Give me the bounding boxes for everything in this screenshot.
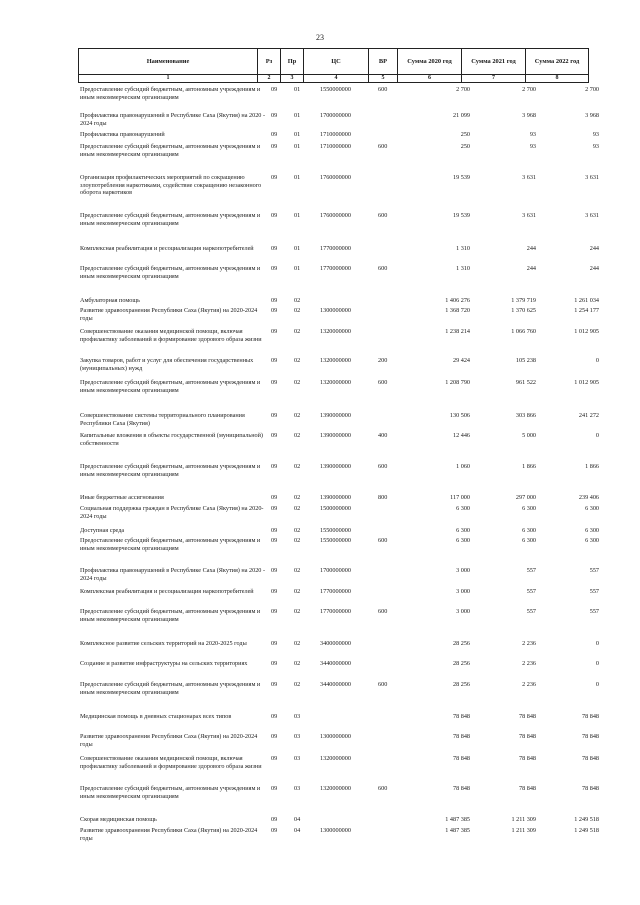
cell-pr: 02 [294,494,301,501]
cell-s2020: 130 506 [449,412,470,419]
cell-pr: 01 [294,143,301,150]
cell-vr: 600 [378,265,388,272]
cell-s2021: 1 379 719 [511,297,536,304]
cell-pr: 02 [294,681,301,688]
cell-s2020: 3 000 [456,608,470,615]
cell-name: Профилактика правонарушений в Республике Саха (Якутия) на 2020 - 2024 годы [80,567,266,582]
cell-name: Комплексное развитие сельских территорий на 2020-2025 годы [80,640,247,647]
cell-pr: 01 [294,265,301,272]
cell-rz: 09 [271,432,278,439]
cell-name: Предоставление субсидий бюджетным, автономным учреждениям и иным некоммерческим организациям [80,212,261,227]
cell-cs: 1320000000 [320,328,351,335]
cell-s2021: 6 300 [522,505,536,512]
cell-s2022: 239 406 [578,494,599,501]
cell-name: Предоставление субсидий бюджетным, автономным учреждениям и иным некоммерческим организациям [80,608,261,623]
cell-vr: 600 [378,785,388,792]
header-pr: Пр [281,49,304,75]
header-num-1: 1 [79,75,258,83]
cell-rz: 09 [271,527,278,534]
cell-cs: 1760000000 [320,174,351,181]
cell-pr: 03 [294,733,301,740]
cell-vr: 600 [378,463,388,470]
cell-pr: 02 [294,307,301,314]
cell-cs: 1550000000 [320,527,351,534]
cell-name: Развитие здравоохранения Республики Саха (Якутия) на 2020-2024 годы [80,733,258,748]
cell-rz: 09 [271,567,278,574]
cell-s2022: 1 249 518 [574,827,599,834]
cell-cs: 1300000000 [320,733,351,740]
cell-vr: 800 [378,494,388,501]
cell-s2021: 1 066 760 [511,328,536,335]
cell-s2020: 1 368 720 [445,307,470,314]
cell-s2020: 1 310 [456,265,470,272]
cell-s2021: 303 866 [515,412,536,419]
cell-s2021: 1 211 309 [511,816,536,823]
page-number: 23 [316,33,324,42]
cell-s2022: 93 [592,131,599,138]
cell-cs: 1320000000 [320,379,351,386]
header-num-8: 8 [526,75,589,83]
cell-cs: 1550000000 [320,86,351,93]
cell-s2022: 557 [589,608,599,615]
cell-s2022: 0 [595,681,599,688]
cell-s2022: 0 [595,432,599,439]
cell-s2020: 78 848 [452,785,470,792]
cell-name: Профилактика правонарушений в Республике Саха (Якутия) на 2020 - 2024 годы [80,112,266,127]
cell-pr: 04 [294,827,301,834]
cell-name: Предоставление субсидий бюджетным, автономным учреждениям и иным некоммерческим организациям [80,265,261,280]
cell-cs: 1760000000 [320,212,351,219]
cell-rz: 09 [271,143,278,150]
cell-name: Предоставление субсидий бюджетным, автономным учреждениям и иным некоммерческим организациям [80,379,261,394]
cell-pr: 01 [294,174,301,181]
cell-cs: 3440000000 [320,681,351,688]
cell-name: Предоставление субсидий бюджетным, автономным учреждениям и иным некоммерческим организациям [80,537,261,552]
cell-s2020: 250 [460,131,470,138]
cell-s2021: 78 848 [518,713,536,720]
cell-name: Комплексная реабилитация и ресоциализация наркопотребителей [80,245,254,252]
cell-name: Закупка товаров, работ и услуг для обеспечения государственных (муниципальных) нужд [80,357,254,372]
cell-s2022: 6 300 [585,505,599,512]
cell-cs: 1320000000 [320,357,351,364]
cell-name: Капитальные вложения в объекты государственной (муниципальной) собственности [80,432,263,447]
cell-s2021: 5 000 [522,432,536,439]
cell-name: Предоставление субсидий бюджетным, автономным учреждениям и иным некоммерческим организациям [80,681,261,696]
cell-s2022: 0 [595,660,599,667]
cell-rz: 09 [271,112,278,119]
cell-name: Амбулаторная помощь [80,297,140,304]
cell-pr: 01 [294,131,301,138]
cell-pr: 02 [294,297,301,304]
cell-vr: 600 [378,537,388,544]
cell-name: Организация профилактических мероприятий по сокращению злоупотребления наркотиками, содействие сокращению незаконного оборота наркотиков [80,174,262,197]
cell-s2021: 2 236 [522,640,536,647]
cell-s2021: 2 700 [522,86,536,93]
cell-rz: 09 [271,463,278,470]
cell-s2021: 2 236 [522,681,536,688]
cell-name: Иные бюджетные ассигнования [80,494,164,501]
cell-rz: 09 [271,245,278,252]
cell-s2021: 78 848 [518,785,536,792]
cell-s2020: 6 300 [456,527,470,534]
cell-vr: 600 [378,86,388,93]
header-vr: ВР [369,49,398,75]
cell-pr: 02 [294,379,301,386]
cell-rz: 09 [271,131,278,138]
cell-s2020: 78 848 [452,713,470,720]
cell-rz: 09 [271,297,278,304]
cell-name: Доступная среда [80,527,125,534]
cell-cs: 1390000000 [320,432,351,439]
cell-s2020: 78 848 [452,755,470,762]
cell-s2021: 105 238 [515,357,536,364]
cell-s2021: 93 [529,143,536,150]
cell-s2021: 3 968 [522,112,536,119]
cell-s2022: 1 866 [585,463,599,470]
cell-pr: 03 [294,755,301,762]
cell-name: Комплексная реабилитация и ресоциализация наркопотребителей [80,588,254,595]
cell-vr: 600 [378,143,388,150]
cell-cs: 3440000000 [320,660,351,667]
cell-name: Скорая медицинская помощь [80,816,157,823]
header-rz: Рз [258,49,281,75]
cell-s2022: 1 012 905 [574,379,599,386]
cell-name: Медицинская помощь в дневных стационарах всех типов [80,713,232,720]
cell-rz: 09 [271,681,278,688]
cell-rz: 09 [271,608,278,615]
cell-s2020: 21 099 [452,112,470,119]
header-s2021: Сумма 2021 год [462,49,526,75]
header-num-4: 4 [304,75,369,83]
cell-pr: 01 [294,86,301,93]
cell-s2022: 1 012 905 [574,328,599,335]
cell-s2020: 1 238 214 [445,328,470,335]
cell-name: Совершенствование оказания медицинской помощи, включая профилактику заболеваний и формирование здорового образа жизни [80,755,262,770]
cell-rz: 09 [271,412,278,419]
header-num-6: 6 [398,75,462,83]
cell-s2022: 6 300 [585,527,599,534]
cell-pr: 02 [294,567,301,574]
cell-pr: 03 [294,713,301,720]
cell-cs: 1770000000 [320,245,351,252]
cell-cs: 1390000000 [320,494,351,501]
cell-s2022: 78 848 [581,785,599,792]
cell-pr: 01 [294,212,301,219]
cell-s2021: 557 [526,608,536,615]
cell-s2021: 557 [526,567,536,574]
cell-rz: 09 [271,785,278,792]
cell-s2021: 78 848 [518,733,536,740]
cell-cs: 1390000000 [320,463,351,470]
header-s2022: Сумма 2022 год [526,49,589,75]
cell-s2021: 1 866 [522,463,536,470]
cell-vr: 200 [378,357,388,364]
cell-cs: 1770000000 [320,265,351,272]
cell-vr: 400 [378,432,388,439]
cell-name: Развитие здравоохранения Республики Саха (Якутия) на 2020-2024 годы [80,307,258,322]
cell-s2020: 1 487 385 [445,827,470,834]
cell-s2021: 1 370 625 [511,307,536,314]
cell-pr: 02 [294,537,301,544]
cell-s2022: 3 631 [585,212,599,219]
cell-pr: 02 [294,660,301,667]
cell-cs: 1700000000 [320,567,351,574]
cell-cs: 1550000000 [320,537,351,544]
cell-s2022: 78 848 [581,713,599,720]
cell-rz: 09 [271,212,278,219]
cell-s2022: 557 [589,588,599,595]
cell-pr: 03 [294,785,301,792]
cell-rz: 09 [271,265,278,272]
cell-s2020: 6 300 [456,537,470,544]
cell-rz: 09 [271,537,278,544]
cell-cs: 1770000000 [320,608,351,615]
cell-cs: 1770000000 [320,588,351,595]
cell-rz: 09 [271,494,278,501]
cell-s2022: 1 261 034 [574,297,599,304]
cell-pr: 01 [294,112,301,119]
cell-s2020: 28 256 [452,640,470,647]
cell-pr: 02 [294,527,301,534]
cell-name: Предоставление субсидий бюджетным, автономным учреждениям и иным некоммерческим организациям [80,463,261,478]
cell-s2022: 78 848 [581,755,599,762]
cell-cs: 1500000000 [320,505,351,512]
cell-pr: 02 [294,608,301,615]
cell-vr: 600 [378,608,388,615]
cell-s2022: 3 968 [585,112,599,119]
header-num-3: 3 [281,75,304,83]
cell-name: Совершенствование оказания медицинской помощи, включая профилактику заболеваний и формирование здорового образа жизни [80,328,262,343]
cell-pr: 02 [294,463,301,470]
cell-rz: 09 [271,660,278,667]
header-name: Наименование [79,49,258,75]
cell-rz: 09 [271,827,278,834]
cell-s2021: 297 000 [515,494,536,501]
cell-rz: 09 [271,86,278,93]
cell-s2022: 0 [595,640,599,647]
cell-cs: 3400000000 [320,640,351,647]
cell-rz: 09 [271,174,278,181]
cell-s2021: 961 522 [515,379,536,386]
cell-vr: 600 [378,212,388,219]
cell-rz: 09 [271,713,278,720]
cell-cs: 1320000000 [320,785,351,792]
header-cs: ЦС [304,49,369,75]
cell-s2022: 241 272 [578,412,599,419]
cell-s2021: 93 [529,131,536,138]
cell-s2021: 244 [526,265,536,272]
cell-s2020: 12 446 [452,432,470,439]
cell-s2020: 6 300 [456,505,470,512]
cell-s2021: 3 631 [522,174,536,181]
cell-s2021: 3 631 [522,212,536,219]
header-s2020: Сумма 2020 год [398,49,462,75]
cell-s2021: 6 300 [522,537,536,544]
cell-cs: 1700000000 [320,112,351,119]
cell-pr: 02 [294,328,301,335]
cell-s2022: 244 [589,265,599,272]
cell-pr: 01 [294,245,301,252]
cell-rz: 09 [271,816,278,823]
cell-s2020: 1 208 790 [445,379,470,386]
cell-s2020: 19 539 [452,174,470,181]
cell-name: Развитие здравоохранения Республики Саха (Якутия) на 2020-2024 годы [80,827,258,842]
cell-s2020: 1 060 [456,463,470,470]
cell-cs: 1710000000 [320,131,351,138]
cell-s2020: 3 000 [456,588,470,595]
cell-name: Социальная поддержка граждан в Республике Саха (Якутия) на 2020-2024 годы [80,505,264,520]
header-num-7: 7 [462,75,526,83]
cell-name: Профилактика правонарушений [80,131,165,138]
cell-s2022: 1 249 518 [574,816,599,823]
cell-s2022: 93 [592,143,599,150]
cell-rz: 09 [271,505,278,512]
cell-rz: 09 [271,328,278,335]
cell-s2021: 2 236 [522,660,536,667]
cell-pr: 02 [294,640,301,647]
cell-name: Предоставление субсидий бюджетным, автономным учреждениям и иным некоммерческим организациям [80,86,261,101]
cell-name: Предоставление субсидий бюджетным, автономным учреждениям и иным некоммерческим организациям [80,143,261,158]
cell-s2022: 557 [589,567,599,574]
cell-pr: 02 [294,412,301,419]
header-num-5: 5 [369,75,398,83]
cell-s2020: 78 848 [452,733,470,740]
cell-s2020: 29 424 [452,357,470,364]
cell-s2020: 28 256 [452,681,470,688]
cell-s2022: 0 [595,357,599,364]
cell-s2022: 2 700 [585,86,599,93]
cell-pr: 02 [294,588,301,595]
cell-pr: 02 [294,505,301,512]
cell-s2021: 244 [526,245,536,252]
cell-s2020: 19 539 [452,212,470,219]
cell-pr: 02 [294,357,301,364]
cell-s2022: 1 254 177 [574,307,599,314]
cell-s2022: 78 848 [581,733,599,740]
cell-cs: 1390000000 [320,412,351,419]
cell-pr: 04 [294,816,301,823]
cell-rz: 09 [271,307,278,314]
cell-name: Совершенствование системы территориального планирования Республики Саха (Якутия) [80,412,245,427]
cell-pr: 02 [294,432,301,439]
cell-rz: 09 [271,357,278,364]
cell-rz: 09 [271,640,278,647]
cell-cs: 1300000000 [320,827,351,834]
cell-s2020: 250 [460,143,470,150]
cell-name: Создание и развитие инфраструктуры на сельских территориях [80,660,248,667]
cell-rz: 09 [271,755,278,762]
cell-vr: 600 [378,379,388,386]
cell-s2021: 557 [526,588,536,595]
cell-s2020: 28 256 [452,660,470,667]
cell-s2020: 1 487 385 [445,816,470,823]
cell-cs: 1300000000 [320,307,351,314]
cell-s2020: 3 000 [456,567,470,574]
cell-cs: 1710000000 [320,143,351,150]
cell-s2020: 1 406 276 [445,297,470,304]
cell-s2021: 78 848 [518,755,536,762]
cell-rz: 09 [271,379,278,386]
cell-name: Предоставление субсидий бюджетным, автономным учреждениям и иным некоммерческим организациям [80,785,261,800]
cell-rz: 09 [271,588,278,595]
cell-s2022: 244 [589,245,599,252]
cell-cs: 1320000000 [320,755,351,762]
cell-s2021: 6 300 [522,527,536,534]
cell-s2020: 117 000 [450,494,470,501]
cell-s2021: 1 211 309 [511,827,536,834]
cell-s2022: 6 300 [585,537,599,544]
cell-s2020: 2 700 [456,86,470,93]
cell-s2020: 1 310 [456,245,470,252]
header-num-2: 2 [258,75,281,83]
cell-rz: 09 [271,733,278,740]
cell-vr: 600 [378,681,388,688]
cell-s2022: 3 631 [585,174,599,181]
